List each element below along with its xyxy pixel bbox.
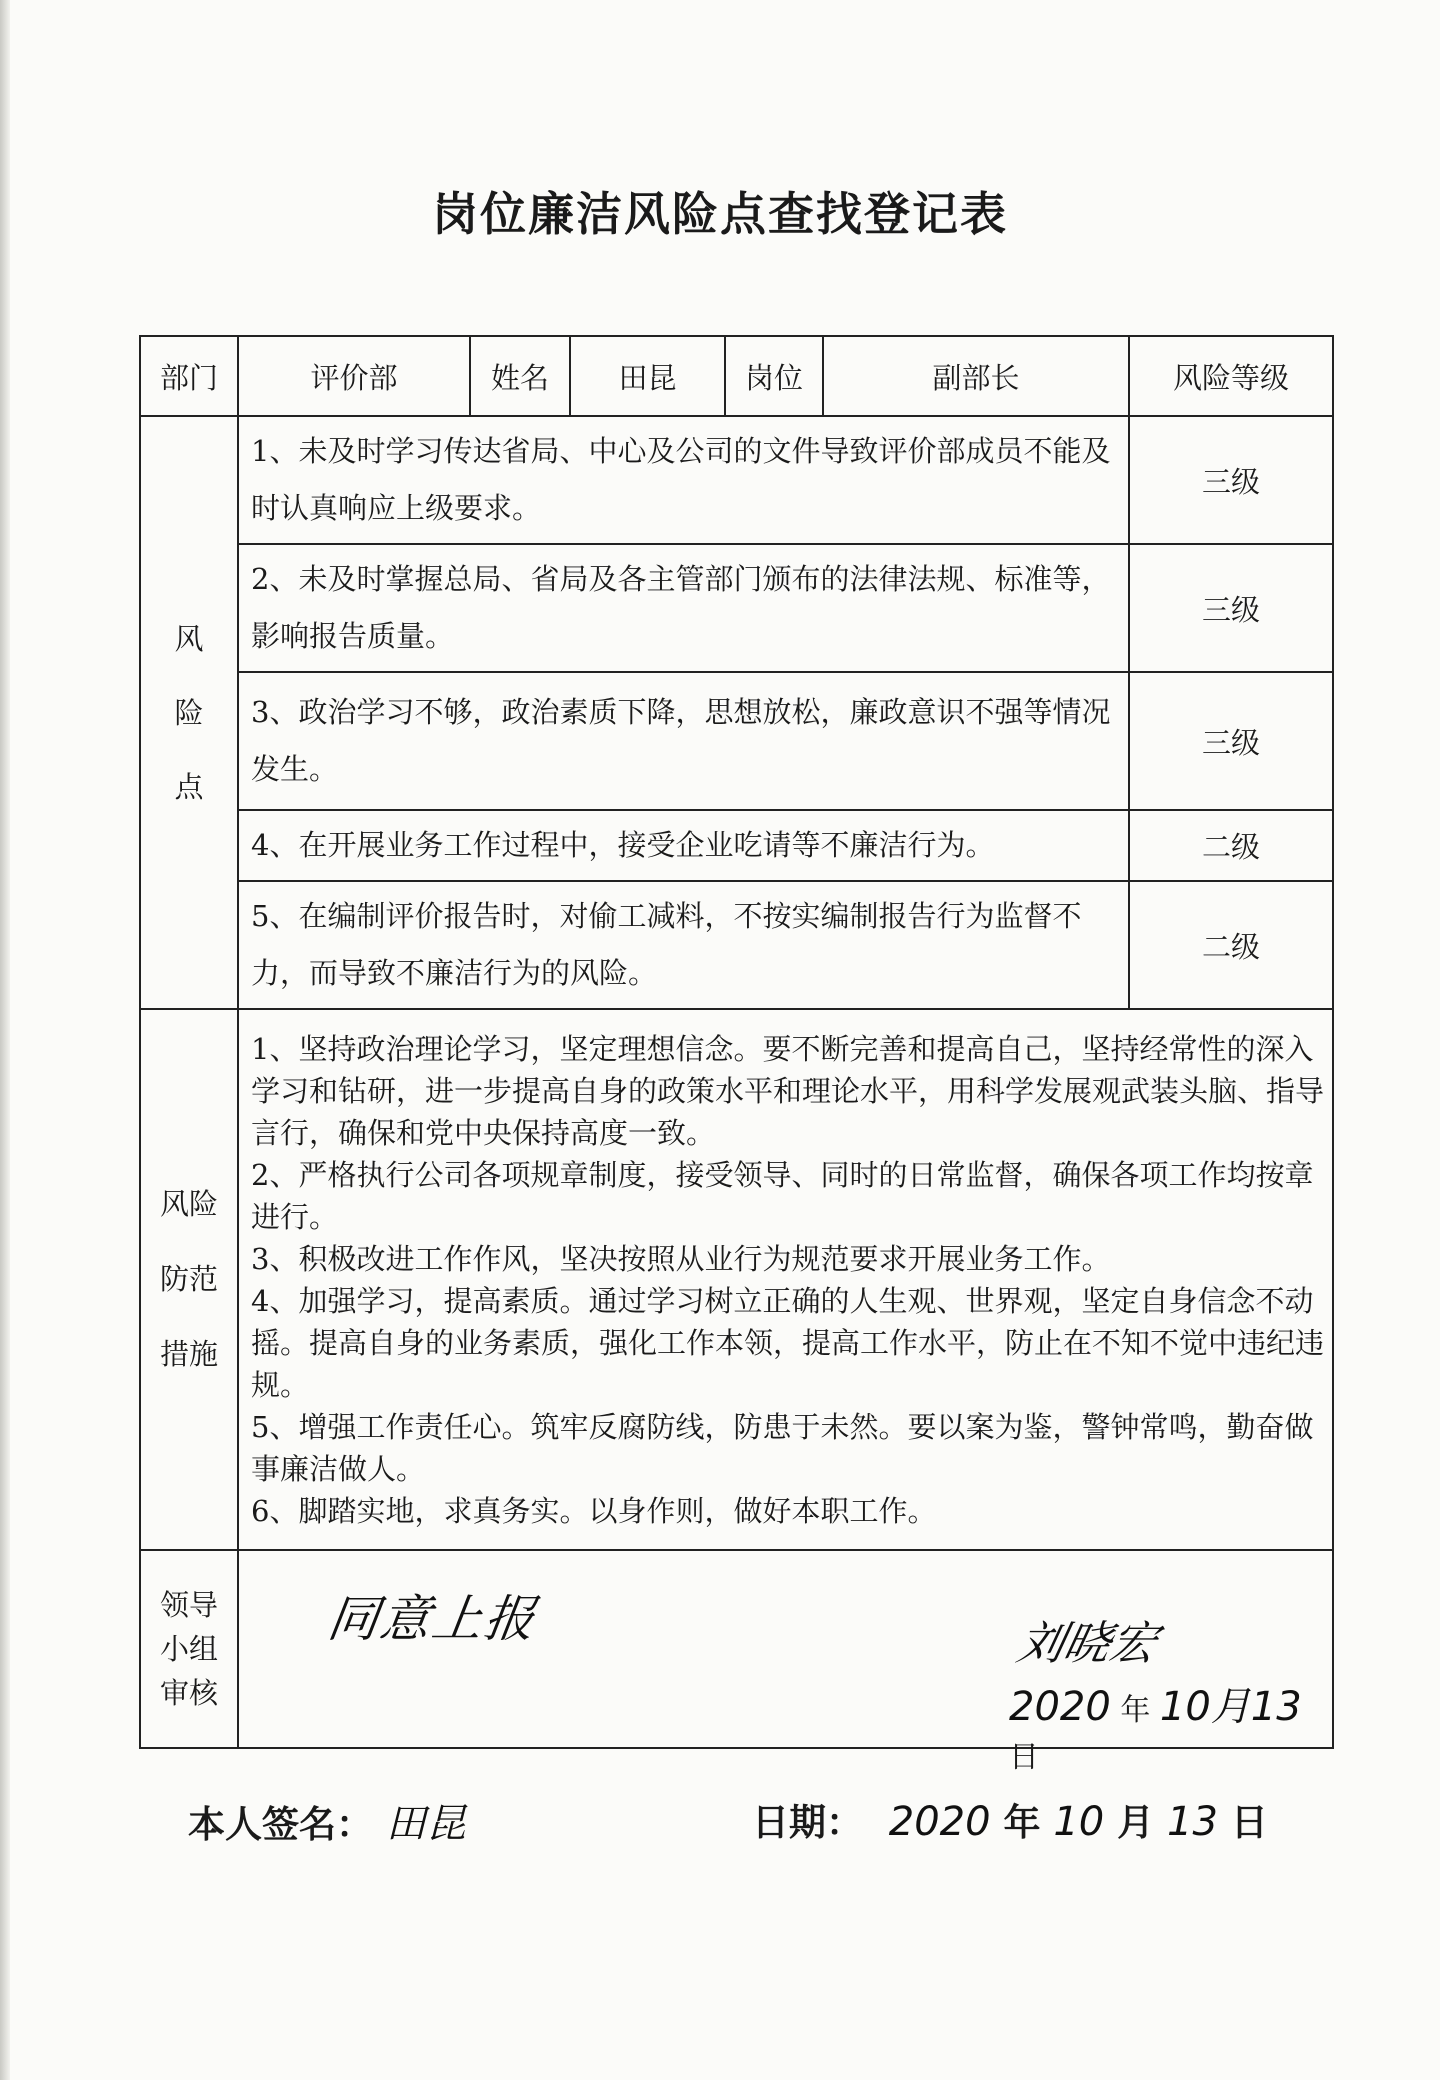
risk-row [140,672,1333,810]
measures-content [238,1009,1333,1550]
measures-label: 风险 防范 措施 [140,1009,238,1550]
signature-label: 本人签名： [188,1802,373,1846]
risk-item-level: 二级 [1129,810,1333,881]
personal-signature [188,1792,466,1849]
header-row [140,336,1333,416]
post-value: 副部长 [823,336,1129,416]
registration-table [139,335,1334,1775]
risk-points-label: 风 险 点 [140,416,238,1009]
risk-row [140,810,1333,881]
review-opinion: 同意上报 [324,1590,541,1648]
review-row [140,1550,1333,1748]
reviewer-signature: 刘晓宏 [1012,1616,1163,1670]
measure-item: 5、增强工作责任心。筑牢反腐防线，防患于未然。要以案为鉴，警钟常鸣，勤奋做事廉洁做人。 [251,1409,1314,1486]
review-content [238,1550,1333,1775]
measure-item: 3、积极改进工作作风，坚决按照从业行为规范要求开展业务工作。 [251,1241,1111,1276]
measure-item: 2、严格执行公司各项规章制度，接受领导、同时的日常监督，确保各项工作均按章进行。 [251,1157,1314,1234]
dept-label: 部门 [140,336,238,416]
dept-value: 评价部 [238,336,470,416]
risk-item-text: 4、在开展业务工作过程中，接受企业吃请等不廉洁行为。 [238,810,1129,881]
post-label: 岗位 [725,336,823,416]
risk-level-label: 风险等级 [1129,336,1333,416]
page-edge [0,0,10,2080]
name-value: 田昆 [570,336,725,416]
risk-item-level: 三级 [1129,672,1333,810]
measures-row [140,1009,1333,1550]
risk-item-text: 2、未及时掌握总局、省局及各主管部门颁布的法律法规、标准等，影响报告质量。 [238,544,1129,672]
date-year: 2020 [888,1799,991,1845]
risk-item-level: 二级 [1129,881,1333,1009]
measure-item: 4、加强学习，提高素质。通过学习树立正确的人生观、世界观，坚定自身信念不动摇。提高自身的业务素质，强化工作本领，提高工作水平，防止在不知不觉中违纪违规。 [251,1283,1325,1402]
review-label: 领导 小组 审核 [140,1550,238,1748]
review-date: 2020 年 10月13 日 [1009,1684,1302,1775]
measure-item: 6、脚踏实地，求真务实。以身作则，做好本职工作。 [251,1493,937,1528]
date-label: 日期： [752,1800,863,1844]
name-label: 姓名 [470,336,570,416]
risk-row [140,416,1333,544]
signature-value: 田昆 [385,1801,466,1847]
risk-item-text: 5、在编制评价报告时，对偷工减料，不按实编制报告行为监督不力，而导致不廉洁行为的风险。 [238,881,1129,1009]
date-day: 13 [1167,1799,1218,1845]
signature-date: 日期： 2020 年 10 月 13 日 [752,1799,1268,1845]
risk-item-level: 三级 [1129,544,1333,672]
date-month: 10 [1053,1799,1105,1845]
risk-item-level: 三级 [1129,416,1333,544]
risk-row [140,881,1333,1009]
measure-item: 1、坚持政治理论学习，坚定理想信念。要不断完善和提高自己，坚持经常性的深入学习和钻研，进一步提高自身的政策水平和理论水平，用科学发展观武装头脑、指导言行，确保和党中央保持高度一致。 [251,1031,1325,1150]
risk-row [140,544,1333,672]
document-title: 岗位廉洁风险点查找登记表 [432,187,1008,241]
risk-item-text: 3、政治学习不够，政治素质下降，思想放松，廉政意识不强等情况发生。 [238,672,1129,810]
risk-item-text: 1、未及时学习传达省局、中心及公司的文件导致评价部成员不能及时认真响应上级要求。 [238,416,1129,544]
